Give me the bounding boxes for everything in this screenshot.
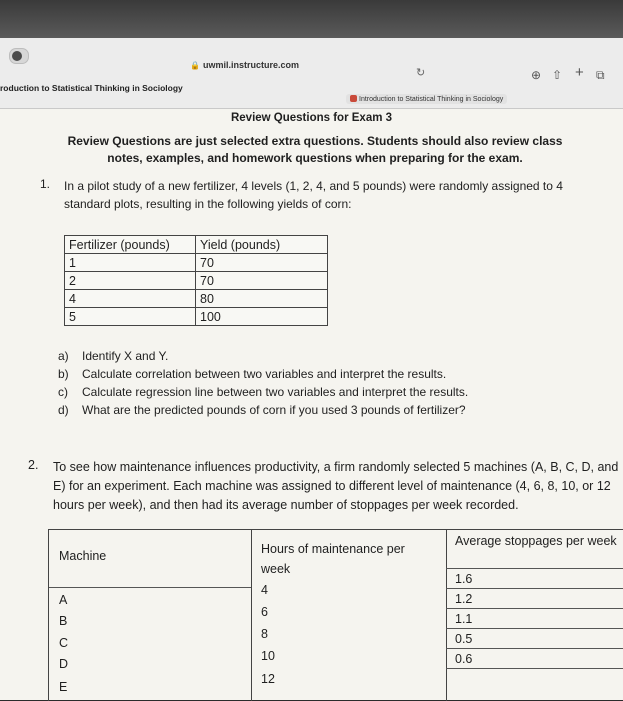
table-cell: 0.5 xyxy=(455,632,473,646)
table-row xyxy=(65,272,328,290)
new-tab-button[interactable]: + xyxy=(575,64,584,81)
page-title: Review Questions for Exam 3 xyxy=(230,112,393,124)
table-cell: 6 xyxy=(261,605,268,619)
table-header: Hours of maintenance per week xyxy=(261,542,405,576)
table-cell: 4 xyxy=(65,290,196,308)
table-header: Yield (pounds) xyxy=(196,236,328,254)
canvas-favicon-icon xyxy=(350,95,357,102)
list-item: d) What are the predicted pounds of corn if you used 3 pounds of fertilizer? xyxy=(58,403,466,417)
table-header-row xyxy=(65,236,328,254)
table-cell: 10 xyxy=(261,649,275,663)
intro-text: Review Questions are just selected extra questions. Students should also review class notes, examples, and homework questions when preparing for the exam. xyxy=(67,134,563,165)
table-cell: 8 xyxy=(261,627,268,641)
table-cell: 70 xyxy=(196,254,328,272)
device-bezel xyxy=(0,0,623,38)
table-cell: C xyxy=(59,636,69,650)
list-item: b) Calculate correlation between two variables and interpret the results. xyxy=(58,367,447,381)
table-cell: 80 xyxy=(196,290,328,308)
url-text: uwmil.instructure.com xyxy=(202,60,299,70)
table-row xyxy=(65,308,328,326)
download-icon[interactable]: ⊕ xyxy=(531,68,542,82)
maintenance-table xyxy=(48,529,623,701)
lock-icon: 🔒 xyxy=(190,61,200,70)
table-cell: B xyxy=(59,614,68,628)
table-cell: 5 xyxy=(65,308,196,326)
fertilizer-table xyxy=(64,235,328,326)
table-cell: E xyxy=(59,680,68,694)
browser-toolbar xyxy=(0,38,623,109)
table-cell: 100 xyxy=(196,308,328,326)
question-1-parts xyxy=(58,347,468,419)
table-cell: A xyxy=(59,593,68,607)
reload-icon[interactable]: ↻ xyxy=(416,67,426,79)
sidebar-toggle-icon[interactable] xyxy=(9,48,29,64)
table-row xyxy=(65,254,328,272)
table-cell: 12 xyxy=(261,672,275,686)
list-item: c) Calculate regression line between two variables and interpret the results. xyxy=(58,385,469,399)
table-cell: 2 xyxy=(65,272,196,290)
share-icon[interactable]: ⇧ xyxy=(552,68,563,82)
question-2-text: To see how maintenance influences productivity, a firm randomly selected 5 machines (A, B, C, D, and E) for an experiment. Each machine was assigned to different level of maintenance (4, 6, 8, 10, or 12 hours per week), and then had its average number of stoppages per week recorded. xyxy=(53,460,619,512)
table-cell: D xyxy=(59,657,69,671)
table-cell: 1.6 xyxy=(455,572,473,586)
address-bar[interactable] xyxy=(190,60,299,70)
table-header: Average stoppages per week xyxy=(455,534,617,548)
tab-label: Introduction to Statistical Thinking in Sociology xyxy=(359,96,504,103)
question-2-number: 2. xyxy=(28,458,39,472)
table-cell: 1.1 xyxy=(455,612,473,626)
table-cell: 4 xyxy=(261,583,268,597)
table-header: Machine xyxy=(59,549,107,563)
document-page xyxy=(0,109,623,700)
list-item: a) Identify X and Y. xyxy=(58,349,169,363)
table-row xyxy=(65,290,328,308)
tab-statistics-left[interactable]: roduction to Statistical Thinking in Sociology xyxy=(0,83,183,93)
tab-statistics-right[interactable] xyxy=(346,94,507,104)
table-cell: 1.2 xyxy=(455,592,473,606)
table-cell: 1 xyxy=(65,254,196,272)
table-header: Fertilizer (pounds) xyxy=(65,236,196,254)
table-cell: 0.6 xyxy=(455,652,473,666)
table-cell: 70 xyxy=(196,272,328,290)
question-1-number: 1. xyxy=(40,177,51,191)
question-1-text: In a pilot study of a new fertilizer, 4 levels (1, 2, 4, and 5 pounds) were randomly assigned to 4 standard plots, resulting in the following yields of corn: xyxy=(64,179,563,211)
tabs-overview-icon[interactable]: ⧉ xyxy=(596,68,605,82)
